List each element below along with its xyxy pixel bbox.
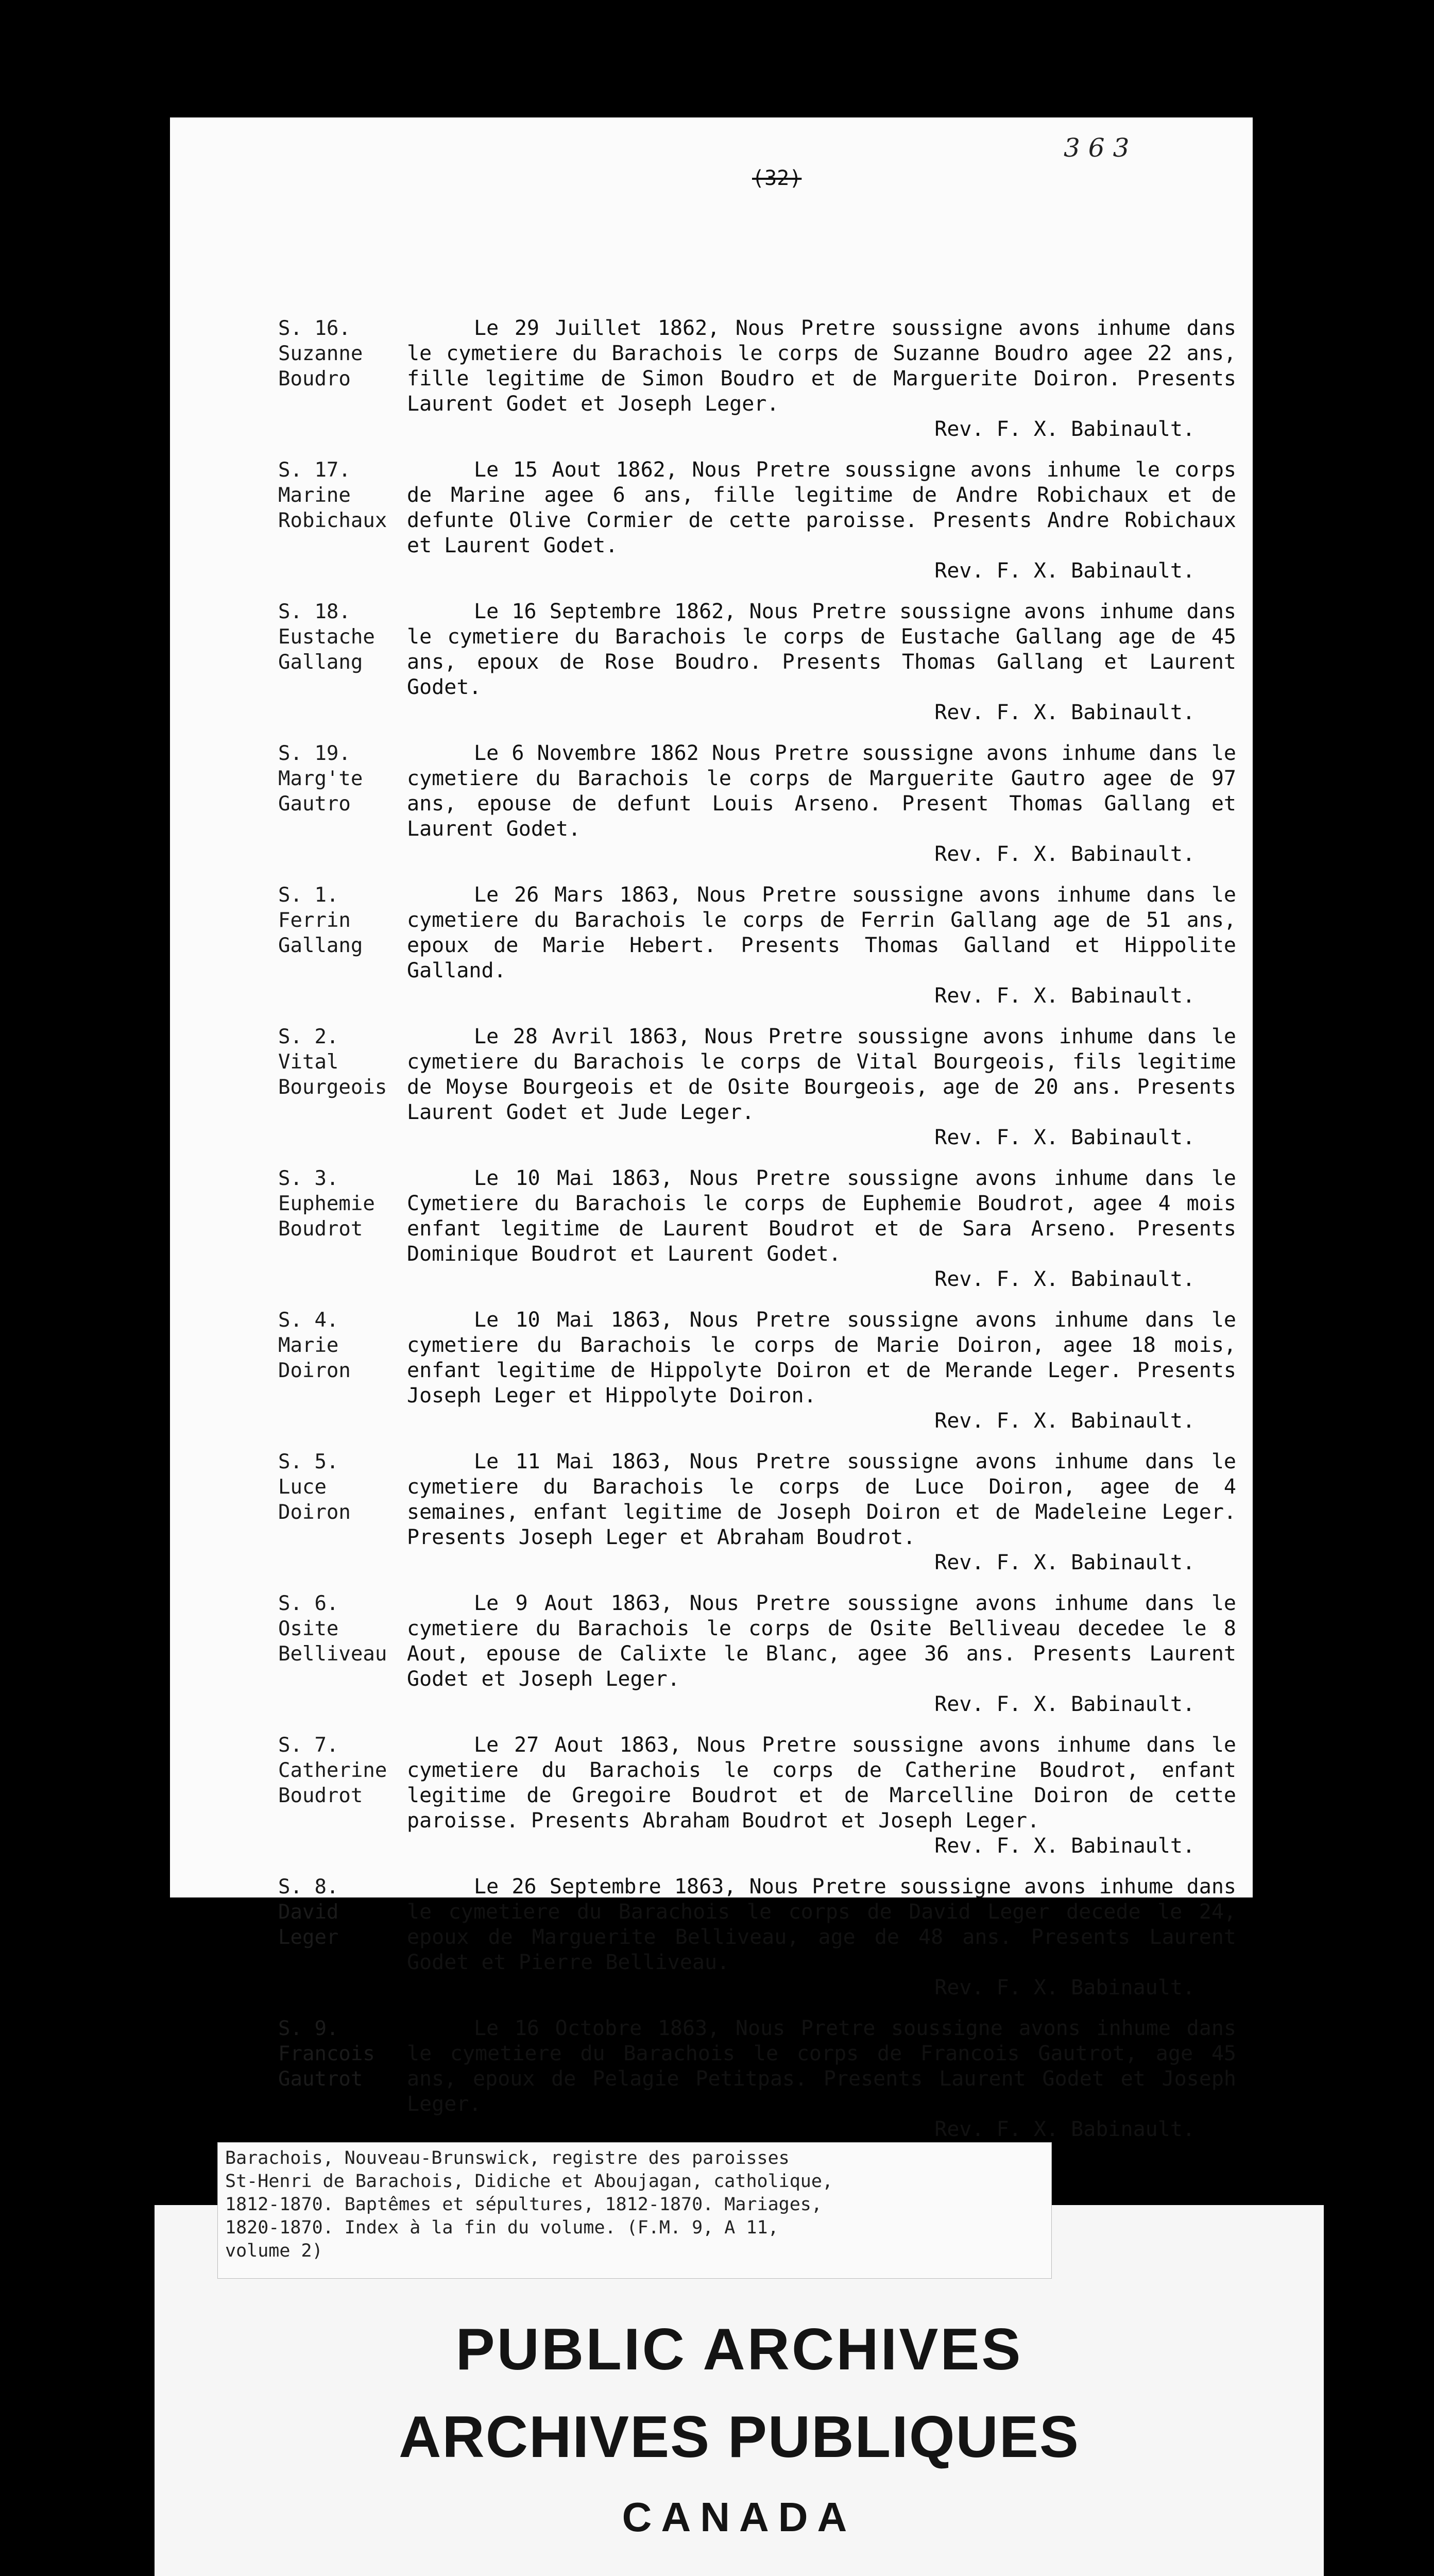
entry-first-name: Catherine: [278, 1759, 387, 1782]
entry-signature: Rev. F. X. Babinault.: [934, 559, 1195, 583]
entry-first-name: Francois: [278, 2042, 375, 2065]
entry-body: [407, 1591, 1236, 1717]
entry-margin-label: [278, 2016, 407, 2142]
catalog-slip-line: 1820-1870. Index à la fin du volume. (F.M. 9, A 11,: [225, 2217, 779, 2238]
entry-text: Le 15 Aout 1862, Nous Pretre soussigne avons inhume le corps de Marine agee 6 ans, fille legitime de Andre Robichaux et de defunte Olive Cormier de cette paroisse. Presents Andre Robichaux et Laurent Godet.: [407, 458, 1236, 557]
entry-margin-label: [278, 741, 407, 867]
register-page: [170, 117, 1253, 2141]
entry-last-name: Robichaux: [278, 509, 387, 532]
entry-number: S. 17.: [278, 459, 351, 482]
catalog-slip: [217, 2142, 1052, 2279]
entry-signature: Rev. F. X. Babinault.: [934, 984, 1195, 1008]
entry-first-name: Marie: [278, 1334, 339, 1357]
entry-text: Le 28 Avril 1863, Nous Pretre soussigne avons inhume dans le cymetiere du Barachois le corps de Vital Bourgeois, fils legitime de Moyse Bourgeois et de Osite Bourgeois, age de 20 ans. Presents Laurent Godet et Jude Leger.: [407, 1025, 1236, 1124]
entry-last-name: Boudro: [278, 367, 351, 391]
entry-text: Le 9 Aout 1863, Nous Pretre soussigne avons inhume dans le cymetiere du Barachois le corps de Osite Belliveau decedee le 8 Aout, epouse de Calixte le Blanc, agee 36 ans. Presents Laurent Godet et Joseph Leger.: [407, 1591, 1236, 1691]
entry-body: [407, 1024, 1236, 1150]
entry-margin-label: [278, 316, 407, 442]
entry-margin-label: [278, 1166, 407, 1292]
entry-first-name: Eustache: [278, 625, 375, 649]
entry-text: Le 11 Mai 1863, Nous Pretre soussigne avons inhume dans le cymetiere du Barachois le corps de Luce Doiron, agee de 4 semaines, enfant legitime de Joseph Doiron et de Madeleine Leger. Presents Joseph Leger et Abraham Boudrot.: [407, 1450, 1236, 1549]
entry-first-name: Osite: [278, 1617, 339, 1640]
typed-page-number: (32): [752, 166, 802, 190]
entry-body: [407, 316, 1236, 442]
entry-first-name: Luce: [278, 1476, 327, 1499]
archive-country: CANADA: [622, 2494, 857, 2540]
entry-signature: Rev. F. X. Babinault.: [934, 417, 1195, 441]
entry-first-name: Vital: [278, 1050, 339, 1074]
entry-text: Le 10 Mai 1863, Nous Pretre soussigne avons inhume dans le cymetiere du Barachois le corps de Marie Doiron, agee 18 mois, enfant legitime de Hippolyte Doiron et de Merande Leger. Presents Joseph Leger et Hippolyte Doiron.: [407, 1308, 1236, 1408]
entry-text: Le 10 Mai 1863, Nous Pretre soussigne avons inhume dans le Cymetiere du Barachois le corps de Euphemie Boudrot, agee 4 mois enfant legitime de Laurent Boudrot et de Sara Arseno. Presents Dominique Boudrot et Laurent Godet.: [407, 1166, 1236, 1266]
burial-entry: [278, 741, 1236, 867]
entry-last-name: Doiron: [278, 1359, 351, 1382]
entry-text: Le 29 Juillet 1862, Nous Pretre soussigne avons inhume dans le cymetiere du Barachois le corps de Suzanne Boudro agee 22 ans, fille legitime de Simon Boudro et de Marguerite Doiron. Presents Laurent Godet et Joseph Leger.: [407, 316, 1236, 416]
entry-signature: Rev. F. X. Babinault.: [934, 1126, 1195, 1149]
entry-signature: Rev. F. X. Babinault.: [934, 842, 1195, 866]
burial-entry: [278, 1591, 1236, 1717]
burial-entry: [278, 2016, 1236, 2142]
entry-first-name: Marg'te: [278, 767, 363, 790]
catalog-slip-line: 1812-1870. Baptêmes et sépultures, 1812-1870. Mariages,: [225, 2194, 822, 2215]
entry-margin-label: [278, 1024, 407, 1150]
entry-body: [407, 1166, 1236, 1292]
burial-entry: [278, 1874, 1236, 2001]
entry-last-name: Gautro: [278, 792, 351, 816]
entry-margin-label: [278, 1733, 407, 1859]
entry-number: S. 19.: [278, 742, 351, 765]
entry-body: [407, 741, 1236, 867]
entry-text: Le 6 Novembre 1862 Nous Pretre soussigne avons inhume dans le cymetiere du Barachois le corps de Marguerite Gautro agee de 97 ans, epouse de defunt Louis Arseno. Present Thomas Gallang et Laurent Godet.: [407, 741, 1236, 841]
burial-entry: [278, 1166, 1236, 1292]
entry-margin-label: [278, 1308, 407, 1434]
entry-text: Le 26 Septembre 1863, Nous Pretre soussigne avons inhume dans le cymetiere du Barachois le corps de David Leger decede le 24, epoux de Marguerite Belliveau, age de 48 ans. Presents Laurent Godet et Pierre Belliveau.: [407, 1875, 1236, 1974]
entry-body: [407, 883, 1236, 1009]
burial-entry: [278, 316, 1236, 442]
entry-last-name: Gallang: [278, 651, 363, 674]
catalog-slip-line: Barachois, Nouveau-Brunswick, registre des paroisses: [225, 2148, 790, 2168]
entry-margin-label: [278, 1591, 407, 1717]
entry-text: Le 27 Aout 1863, Nous Pretre soussigne avons inhume dans le cymetiere du Barachois le corps de Catherine Boudrot, enfant legitime de Gregoire Boudrot et de Marcelline Doiron de cette paroisse. Presents Abraham Boudrot et Joseph Leger.: [407, 1733, 1236, 1833]
entry-number: S. 3.: [278, 1167, 339, 1190]
burial-entry: [278, 457, 1236, 584]
entry-number: S. 16.: [278, 317, 351, 340]
entry-body: [407, 1733, 1236, 1859]
entry-first-name: David: [278, 1901, 339, 1924]
archive-title-english: PUBLIC ARCHIVES: [455, 2317, 1023, 2382]
entry-signature: Rev. F. X. Babinault.: [934, 701, 1195, 724]
entry-body: [407, 599, 1236, 725]
entry-number: S. 1.: [278, 884, 339, 907]
burial-entry: [278, 1733, 1236, 1859]
burial-entries: [278, 316, 1236, 2158]
entry-last-name: Gallang: [278, 934, 363, 957]
catalog-slip-line: volume 2): [225, 2241, 323, 2261]
entry-body: [407, 1449, 1236, 1575]
entry-last-name: Bourgeois: [278, 1076, 387, 1099]
entry-number: S. 9.: [278, 2017, 339, 2040]
handwritten-page-number: 363: [1064, 133, 1138, 163]
entry-number: S. 4.: [278, 1309, 339, 1332]
entry-text: Le 16 Septembre 1862, Nous Pretre soussigne avons inhume dans le cymetiere du Barachois le corps de Eustache Gallang age de 45 ans, epoux de Rose Boudro. Presents Thomas Gallang et Laurent Godet.: [407, 600, 1236, 699]
entry-last-name: Boudrot: [278, 1784, 363, 1807]
entry-margin-label: [278, 1449, 407, 1575]
burial-entry: [278, 883, 1236, 1009]
entry-first-name: Euphemie: [278, 1192, 375, 1215]
entry-signature: Rev. F. X. Babinault.: [934, 1834, 1195, 1858]
entry-first-name: Marine: [278, 484, 351, 507]
entry-first-name: Suzanne: [278, 342, 363, 365]
entry-margin-label: [278, 883, 407, 1009]
entry-first-name: Ferrin: [278, 909, 351, 932]
entry-number: S. 5.: [278, 1450, 339, 1473]
entry-signature: Rev. F. X. Babinault.: [934, 1409, 1195, 1433]
entry-signature: Rev. F. X. Babinault.: [934, 1692, 1195, 1716]
entry-last-name: Boudrot: [278, 1217, 363, 1241]
burial-entry: [278, 599, 1236, 725]
entry-number: S. 8.: [278, 1875, 339, 1899]
entry-last-name: Gautrot: [278, 2067, 363, 2091]
entry-number: S. 7.: [278, 1734, 339, 1757]
entry-signature: Rev. F. X. Babinault.: [934, 1551, 1195, 1574]
entry-last-name: Doiron: [278, 1501, 351, 1524]
entry-margin-label: [278, 1874, 407, 2001]
entry-margin-label: [278, 599, 407, 725]
entry-body: [407, 1308, 1236, 1434]
entry-number: S. 2.: [278, 1025, 339, 1048]
catalog-slip-line: St-Henri de Barachois, Didiche et Aboujagan, catholique,: [225, 2171, 833, 2192]
burial-entry: [278, 1308, 1236, 1434]
entry-body: [407, 2016, 1236, 2142]
entry-number: S. 18.: [278, 600, 351, 623]
entry-signature: Rev. F. X. Babinault.: [934, 1976, 1195, 1999]
entry-body: [407, 457, 1236, 584]
archive-title-french: ARCHIVES PUBLIQUES: [399, 2404, 1080, 2470]
entry-margin-label: [278, 457, 407, 584]
entry-last-name: Leger: [278, 1926, 339, 1949]
entry-number: S. 6.: [278, 1592, 339, 1615]
entry-signature: Rev. F. X. Babinault.: [934, 1267, 1195, 1291]
entry-text: Le 16 Octobre 1863, Nous Pretre soussigne avons inhume dans le cymetiere du Barachois le corps de Francois Gautrot, age 45 ans, epoux de Pelagie Petitpas. Presents Laurent Godet et Joseph Leger.: [407, 2016, 1236, 2116]
entry-signature: Rev. F. X. Babinault.: [934, 2117, 1195, 2141]
entry-last-name: Belliveau: [278, 1642, 387, 1666]
burial-entry: [278, 1449, 1236, 1575]
burial-entry: [278, 1024, 1236, 1150]
entry-text: Le 26 Mars 1863, Nous Pretre soussigne avons inhume dans le cymetiere du Barachois le corps de Ferrin Gallang age de 51 ans, epoux de Marie Hebert. Presents Thomas Galland et Hippolite Galland.: [407, 883, 1236, 982]
entry-body: [407, 1874, 1236, 2001]
